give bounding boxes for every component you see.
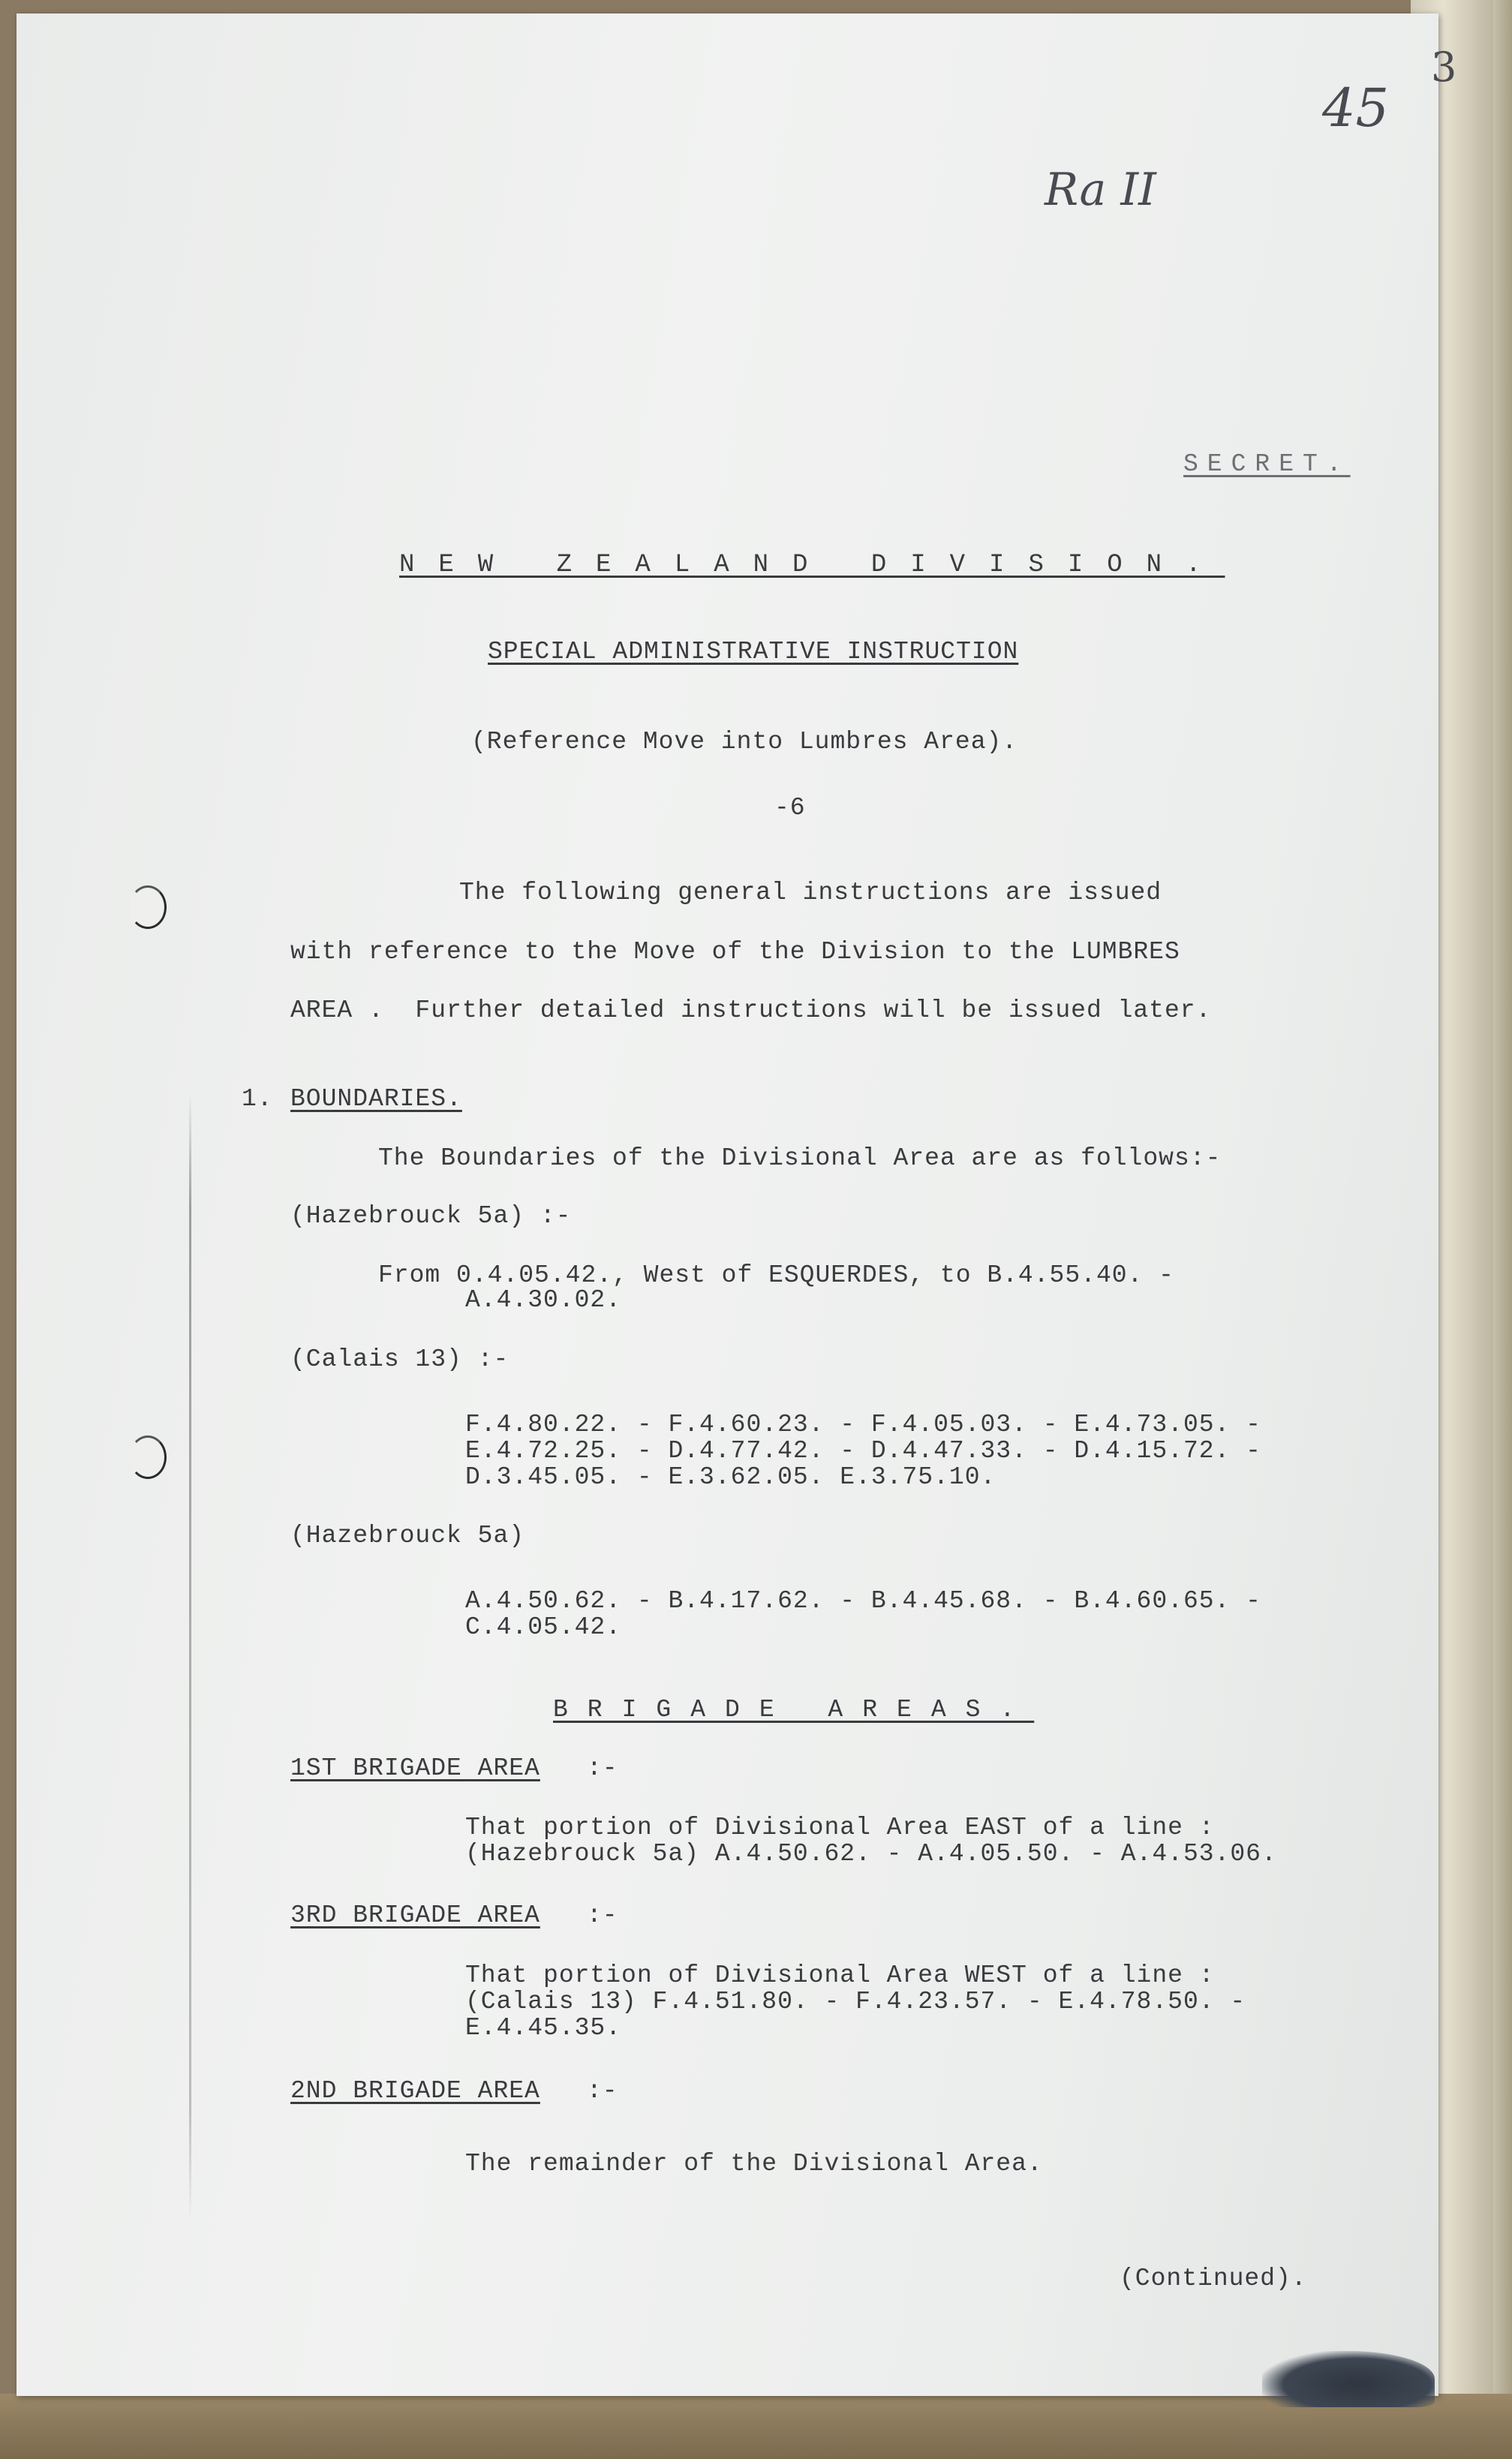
brigade-label-suffix: :- — [587, 1754, 618, 1782]
folio-number: 45 — [1322, 77, 1390, 139]
boundary-line: A.4.30.02. — [465, 1286, 622, 1314]
reference-line: (Reference Move into Lumbres Area). — [471, 728, 1018, 756]
brigade-line: (Hazebrouck 5a) A.4.50.62. - A.4.05.50. - A.4.53.06. — [465, 1840, 1277, 1868]
brigade-areas-heading: BRIGADE AREAS. — [553, 1696, 1035, 1724]
brigade-line: The remainder of the Divisional Area. — [465, 2150, 1043, 2178]
brigade-label: 3RD BRIGADE AREA — [290, 1901, 540, 1929]
brigade-line: That portion of Divisional Area EAST of a line : — [465, 1814, 1215, 1841]
brigade-label-suffix: :- — [587, 2077, 618, 2105]
intro-line: AREA . Further detailed instructions will be issued later. — [290, 997, 1212, 1024]
brigade-label: 2ND BRIGADE AREA — [290, 2077, 540, 2105]
section-mark: -6 — [774, 794, 806, 822]
handwritten-reference: Ra II — [1045, 164, 1156, 216]
boundary-line: From 0.4.05.42., West of ESQUERDES, to B.4.55.40. - — [378, 1261, 1174, 1289]
map-reference: (Calais 13) :- — [290, 1345, 510, 1373]
document-title: SPECIAL ADMINISTRATIVE INSTRUCTION — [488, 638, 1019, 666]
boundaries-intro: The Boundaries of the Divisional Area are as follows:- — [378, 1144, 1222, 1172]
division-heading: NEW ZEALAND DIVISION. — [399, 551, 1225, 579]
punch-hole — [129, 885, 167, 929]
section-number: 1. — [242, 1085, 273, 1113]
brigade-line: (Calais 13) F.4.51.80. - F.4.23.57. - E.4.78.50. - — [465, 1988, 1246, 2016]
map-reference: (Hazebrouck 5a) :- — [290, 1202, 572, 1230]
brigade-label-suffix: :- — [587, 1901, 618, 1929]
edge-number: 3 — [1431, 44, 1457, 91]
map-reference: (Hazebrouck 5a) — [290, 1522, 525, 1550]
ink-stain — [1262, 2351, 1435, 2407]
section-heading: BOUNDARIES. — [290, 1085, 462, 1113]
boundary-line: C.4.05.42. — [465, 1613, 622, 1641]
brigade-line: That portion of Divisional Area WEST of a line : — [465, 1961, 1215, 1989]
margin-rule — [189, 1094, 191, 2220]
boundary-line: A.4.50.62. - B.4.17.62. - B.4.45.68. - B.4.60.65. - — [465, 1587, 1261, 1615]
boundary-line: E.4.72.25. - D.4.77.42. - D.4.47.33. - D.4.15.72. - — [465, 1437, 1261, 1465]
intro-line: with reference to the Move of the Division to the LUMBRES — [290, 938, 1180, 966]
boundary-line: F.4.80.22. - F.4.60.23. - F.4.05.03. - E.4.73.05. - — [465, 1411, 1261, 1438]
classification-stamp: SECRET. — [1183, 450, 1351, 478]
brigade-line: E.4.45.35. — [465, 2014, 622, 2042]
boundary-line: D.3.45.05. - E.3.62.05. E.3.75.10. — [465, 1463, 996, 1491]
intro-line: The following general instructions are issued — [459, 879, 1162, 906]
brigade-label: 1ST BRIGADE AREA — [290, 1754, 540, 1782]
punch-hole — [129, 1435, 167, 1479]
document-page — [17, 14, 1457, 2396]
continued-note: (Continued). — [1120, 2265, 1307, 2292]
